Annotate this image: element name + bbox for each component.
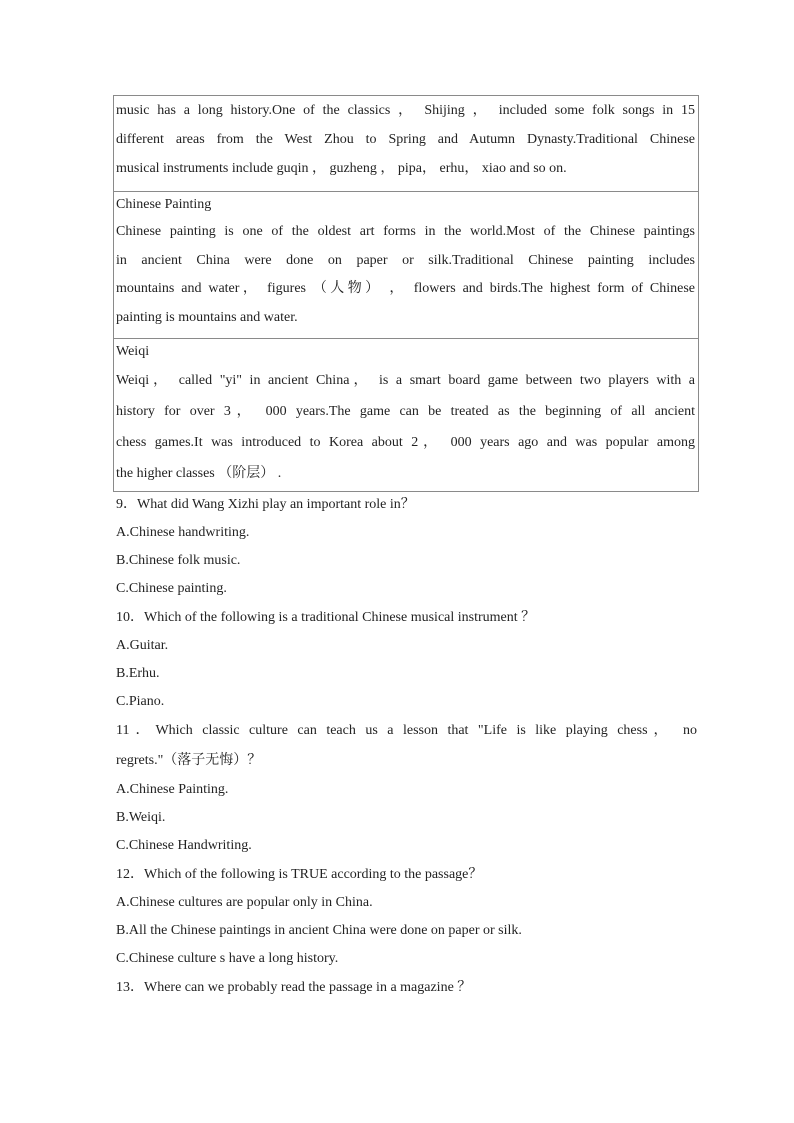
question-stem: 9．What did Wang Xizhi play an important role in？ xyxy=(116,497,415,512)
answer-option-c[interactable]: C.Chinese culture s have a long history. xyxy=(116,951,339,966)
question-stem: 13．Where can we probably read the passage in a magazine ？ xyxy=(116,980,472,995)
question-11 xyxy=(116,716,697,860)
question-stem: 10．Which of the following is a traditional Chinese musical instrument ？ xyxy=(116,610,536,625)
question-stem: 12．Which of the following is TRUE according to the passage？ xyxy=(116,867,483,882)
question-12 xyxy=(116,860,697,973)
answer-option-b[interactable]: B.Weiqi. xyxy=(116,810,166,825)
answer-option-b[interactable]: B.Chinese folk music. xyxy=(116,553,241,568)
weiqi-heading: Weiqi xyxy=(116,344,150,359)
painting-line: painting is mountains and water. xyxy=(116,309,298,325)
answer-option-a[interactable]: A.Chinese Painting. xyxy=(116,782,229,797)
painting-line: in ancient China were done on paper or silk.Traditional Chinese painting includes xyxy=(116,252,695,268)
answer-option-c[interactable]: C.Chinese painting. xyxy=(116,581,227,596)
weiqi-line: history for over 3， 000 years.The game can be treated as the beginning of all ancient xyxy=(116,404,695,419)
painting-line: Chinese painting is one of the oldest art forms in the world.Most of the Chinese paintings xyxy=(116,224,695,239)
painting-line: mountains and water， figures （人物） ， flowers and birds.The highest form of Chinese xyxy=(116,281,695,296)
painting-section xyxy=(114,191,698,338)
weiqi-section xyxy=(114,338,698,491)
question-13 xyxy=(116,973,697,1002)
music-section xyxy=(114,96,698,191)
answer-option-a[interactable]: A.Guitar. xyxy=(116,638,169,653)
weiqi-line: chess games.It was introduced to Korea about 2， 000 years ago and was popular among xyxy=(116,435,695,450)
weiqi-line: Weiqi， called "yi" in ancient China， is a smart board game between two players with a xyxy=(116,373,695,388)
answer-option-c[interactable]: C.Piano. xyxy=(116,694,165,709)
music-line: music has a long history.One of the classics ， Shijing ， included some folk songs in 15 xyxy=(116,103,695,118)
painting-heading: Chinese Painting xyxy=(116,197,212,212)
question-stem: 11．Which classic culture can teach us a lesson that "Life is like playing chess， no xyxy=(116,723,697,738)
music-line: musical instruments include guqin ， guzheng ， pipa， erhu， xiao and so on. xyxy=(116,161,567,176)
music-line: different areas from the West Zhou to Spring and Autumn Dynasty.Traditional Chinese xyxy=(116,132,695,147)
answer-option-a[interactable]: A.Chinese handwriting. xyxy=(116,525,250,540)
question-list xyxy=(116,490,697,1002)
answer-option-b[interactable]: B.Erhu. xyxy=(116,666,160,681)
passage-table xyxy=(113,95,699,492)
answer-option-b[interactable]: B.All the Chinese paintings in ancient China were done on paper or silk. xyxy=(116,923,522,938)
question-9 xyxy=(116,490,697,603)
question-10 xyxy=(116,603,697,716)
answer-option-a[interactable]: A.Chinese cultures are popular only in China. xyxy=(116,895,373,910)
weiqi-line: the higher classes （阶层） . xyxy=(116,466,282,481)
answer-option-c[interactable]: C.Chinese Handwriting. xyxy=(116,838,252,853)
question-stem-continued: regrets."（落子无悔）？ xyxy=(116,753,262,768)
